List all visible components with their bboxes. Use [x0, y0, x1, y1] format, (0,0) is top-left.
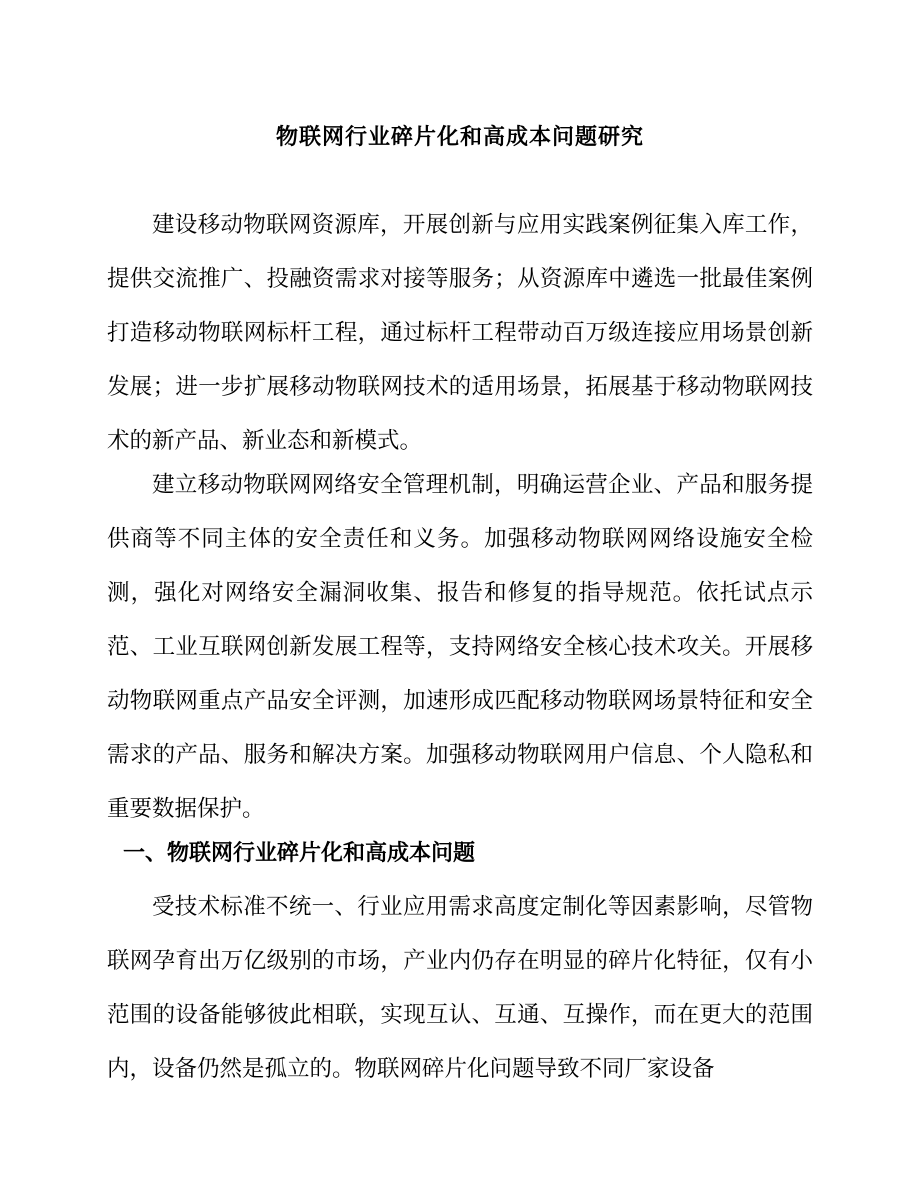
paragraph-security-mechanism: 建立移动物联网网络安全管理机制，明确运营企业、产品和服务提供商等不同主体的安全责任和义务。加强移动物联网网络设施安全检测，强化对网络安全漏洞收集、报告和修复的指导规范。依托试点示范、工业互联网创新发展工程等，支持网络安全核心技术攻关。开展移动物联网重点产品安全评测，加速形成匹配移动物联网场景特征和安全需求的产品、服务和解决方案。加强移动物联网用户信息、个人隐私和重要数据保护。	[107, 472, 813, 822]
paragraph-fragmentation: 受技术标准不统一、行业应用需求高度定制化等因素影响，尽管物联网孕育出万亿级别的市场，产业内仍存在明显的碎片化特征，仅有小范围的设备能够彼此相联，实现互认、互通、互操作，而在更大的范围内，设备仍然是孤立的。物联网碎片化问题导致不同厂家设备	[107, 894, 813, 1082]
section-heading: 一、物联网行业碎片化和高成本问题	[123, 840, 476, 866]
document-title: 物联网行业碎片化和高成本问题研究	[275, 124, 644, 150]
paragraph-resource-library: 建设移动物联网资源库，开展创新与应用实践案例征集入库工作，提供交流推广、投融资需求对接等服务；从资源库中遴选一批最佳案例打造移动物联网标杆工程，通过标杆工程带动百万级连接应用场景创新发展；进一步扩展移动物联网技术的适用场景，拓展基于移动物联网技术的新产品、新业态和新模式。	[107, 212, 813, 454]
